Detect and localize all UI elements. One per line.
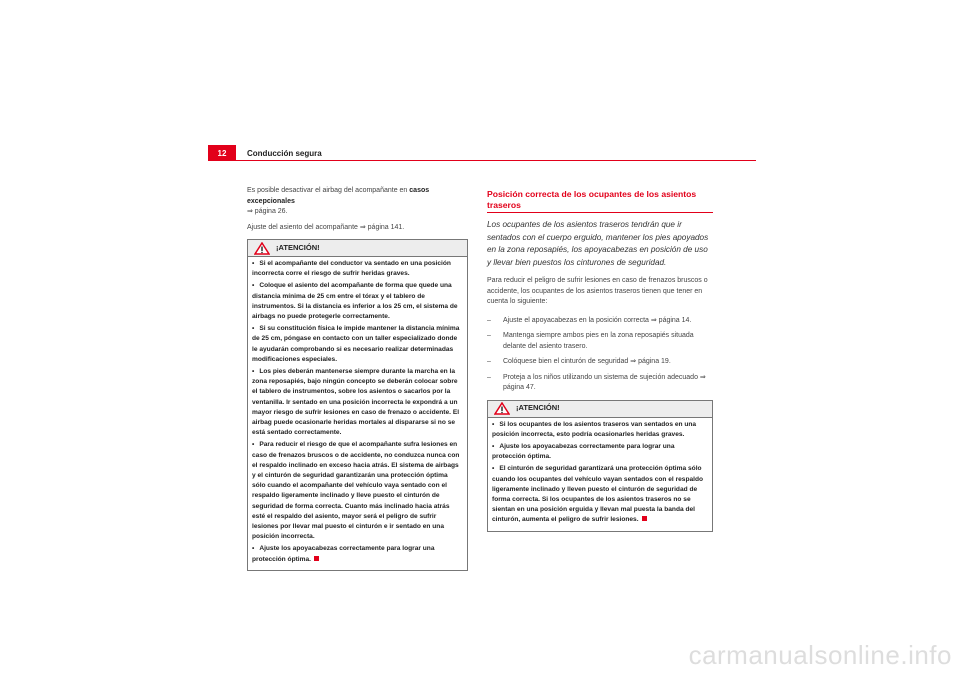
- warning-title: ¡ATENCIÓN!: [516, 403, 560, 413]
- warning-bullet: [252, 324, 463, 365]
- bullet-icon: •: [252, 368, 255, 376]
- bullet-icon: •: [492, 442, 495, 450]
- header-rule: [208, 160, 756, 161]
- warning-header: [248, 240, 467, 257]
- end-of-section-icon: [314, 556, 319, 561]
- bullet-text: Si el acompañante del conductor va sentado en una posición incorrecta corre el riesgo de sufrir heridas graves.: [252, 260, 451, 278]
- bullet-text: Si su constitución física le impide mantener la distancia mínima de 25 cm, póngase en contacto con un taller especializado donde le ayudarán comprobando si es necesario realizar determinadas modificaciones especiales.: [252, 325, 460, 363]
- item-text: Colóquese bien el cinturón de seguridad ⇒ página 19.: [503, 358, 671, 365]
- bullet-icon: •: [492, 420, 495, 428]
- watermark: carmanualsonline.info: [688, 640, 952, 670]
- airbag-paragraph: [247, 186, 468, 218]
- item-text: Proteja a los niños utilizando un sistema de sujeción adecuado ⇒ página 47.: [503, 373, 706, 391]
- list-item: [487, 316, 713, 327]
- right-column: [487, 189, 713, 532]
- bullet-icon: •: [252, 282, 255, 290]
- warning-title: ¡ATENCIÓN!: [276, 242, 320, 252]
- bullet-icon: •: [492, 465, 495, 473]
- warning-box-left: [247, 239, 468, 571]
- warning-bullet: [492, 464, 708, 525]
- dash-marker: –: [487, 373, 491, 381]
- bullet-text: Ajuste los apoyacabezas correctamente para lograr una protección óptima.: [252, 545, 435, 563]
- warning-bullet: [492, 420, 708, 440]
- bold-text: casos excepcionales: [247, 187, 430, 205]
- dash-marker: –: [487, 316, 491, 324]
- chapter-title: Conducción segura: [247, 149, 322, 158]
- bullet-text: Coloque el asiento del acompañante de forma que quede una distancia mínima de 25 cm entre el tórax y el tablero de instrumentos. Si la distancia es inferior a los 25 cm, el sistema de airbags no puede protegerle correctamente.: [252, 282, 458, 321]
- page-number: 12: [208, 145, 236, 161]
- warning-body: [248, 257, 467, 570]
- bullet-text: Los pies deberán mantenerse siempre durante la marcha en la zona reposapiés, bajo ningún concepto se deberán colocar sobre el tablero de instrumentos, sobre los asientos o sacarlos por la ventanilla. Ir sentado en una posición incorrecta le expondrá a un mayor riesgo de sufrir lesiones en caso de frenazo o accidente. El airbag puede ocasionarle heridas mortales al dispararse si no se está sentado correctamente.: [252, 368, 460, 437]
- instruction-list: [487, 316, 713, 394]
- warning-bullet: [252, 367, 463, 438]
- bullet-text: Ajuste los apoyacabezas correctamente para lograr una protección óptima.: [492, 442, 675, 461]
- dash-marker: –: [487, 358, 491, 365]
- warning-bullet: [252, 281, 463, 322]
- bullet-icon: •: [252, 260, 255, 267]
- list-item: [487, 373, 713, 394]
- section-title: Posición correcta de los ocupantes de los asientos traseros: [487, 189, 713, 213]
- bullet-text: Para reducir el riesgo de que el acompañante sufra lesiones en caso de frenazos bruscos o de accidente, no conduzca nunca con el respaldo inclinado en exceso hacia atrás. El sistema de airbags y el cinturón de seguridad garantizarán una protección óptima sólo cuando el acompañante del vehículo vaya sentado con el respaldo ligeramente inclinado y lleve puesto el cinturón de seguridad de forma correcta. Cuanto más inclinado hacia atrás esté el respaldo del asiento, mayor será el peligro de sufrir lesiones por llevar mal puesto el cinturón e ir sentado en una posición incorrecta.: [252, 441, 460, 541]
- page-reference[interactable]: ⇒ página 26.: [247, 208, 288, 215]
- bullet-icon: •: [252, 325, 255, 333]
- warning-header: [488, 401, 712, 418]
- warning-box-right: [487, 400, 713, 532]
- item-text: Ajuste el apoyacabezas en la posición correcta ⇒ página 14.: [503, 316, 692, 324]
- warning-triangle-icon: [254, 242, 270, 255]
- left-column: [247, 186, 468, 571]
- bullet-icon: •: [252, 441, 255, 449]
- warning-triangle-icon: [494, 402, 510, 415]
- warning-bullet: [252, 440, 463, 542]
- end-of-section-icon: [642, 516, 647, 521]
- list-item: [487, 331, 713, 352]
- warning-body: [488, 418, 712, 531]
- warning-bullet: [492, 442, 708, 462]
- list-item: [487, 357, 713, 368]
- seat-paragraph: Ajuste del asiento del acompañante ⇒ página 141.: [247, 223, 405, 231]
- warning-bullet: [252, 544, 463, 564]
- bullet-text: El cinturón de seguridad garantizará una protección óptima sólo cuando los ocupantes del vehículo vayan sentados con el respaldo ligeramente inclinado y lleven puesto el cinturón de seguridad de forma correcta. Si los ocupantes de los asientos traseros no se sientan en una posición erguida y llevan mal puesta la banda del cinturón, aumenta el peligro de sufrir lesiones.: [492, 465, 704, 524]
- warning-bullet: [252, 259, 463, 279]
- bullet-icon: •: [252, 545, 255, 553]
- dash-marker: –: [487, 332, 491, 339]
- text: Es posible desactivar el airbag del acompañante en: [247, 187, 410, 194]
- item-text: Mantenga siempre ambos pies en la zona reposapiés situada delante del asiento trasero.: [503, 332, 694, 350]
- body-paragraph: Para reducir el peligro de sufrir lesiones en caso de frenazos bruscos o accidente, los ocupantes de los asientos traseros tienen que tener en cuenta lo siguiente:: [487, 277, 708, 305]
- bullet-text: Si los ocupantes de los asientos traseros van sentados en una posición incorrecta, esto podría ocasionarles heridas graves.: [492, 420, 697, 438]
- section-intro: Los ocupantes de los asientos traseros tendrán que ir sentados con el cuerpo erguido, mantener los pies apoyados en la zona reposapiés, los apoyacabezas en posición de uso y llevar bien puestos los cinturones de seguridad.: [487, 220, 709, 267]
